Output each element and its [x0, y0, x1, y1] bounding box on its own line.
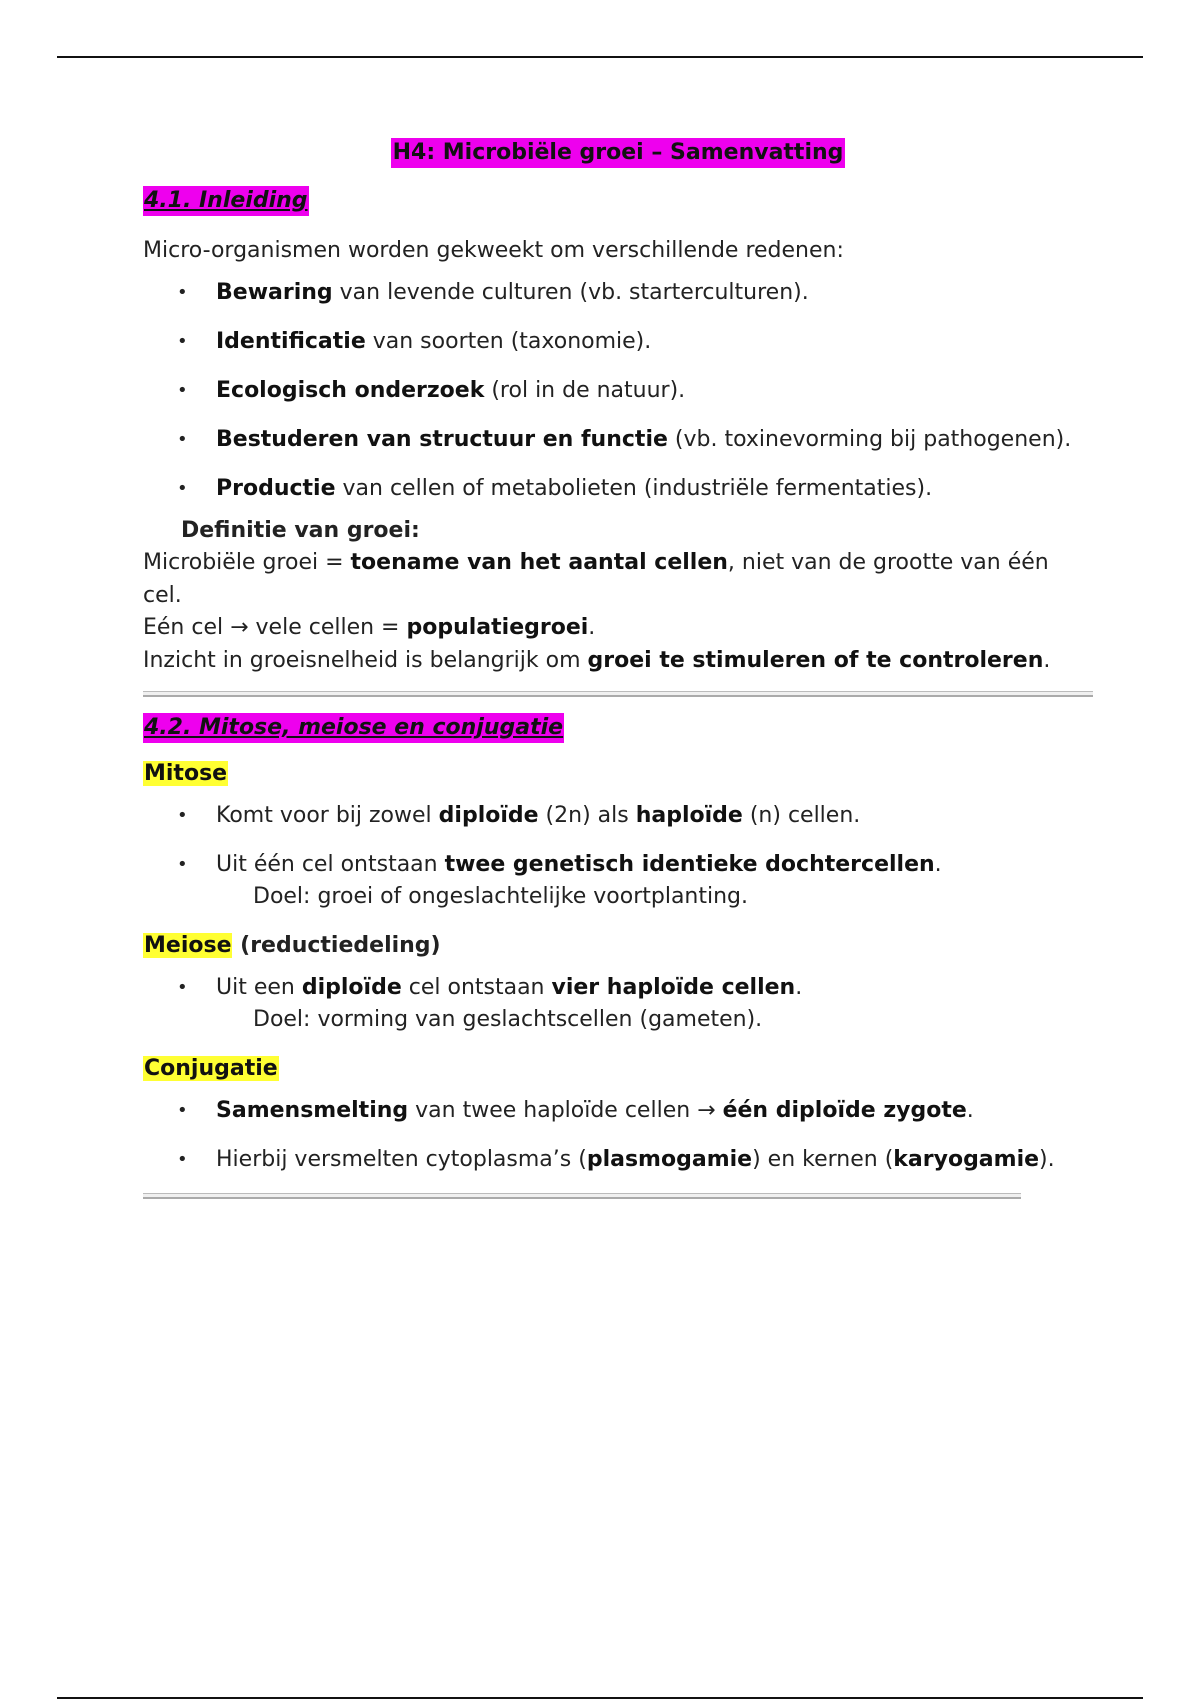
document-body	[143, 138, 1093, 1199]
list-item: • Uit één cel ontstaan twee genetisch identieke dochtercellen. Doel: groei of ongeslachtelijke voortplanting.	[143, 849, 1093, 913]
list-item	[143, 424, 1093, 456]
list-item	[143, 473, 1093, 505]
highlight-meiose: Meiose	[144, 933, 232, 958]
item-bold: Productie	[216, 476, 336, 501]
list-item: • Samensmelting van twee haploïde cellen → één diploïde zygote.	[143, 1095, 1093, 1127]
highlight-mitose: Mitose	[144, 761, 228, 786]
definition-line: Microbiële groei = toename van het aantal cellen, niet van de grootte van één cel.	[143, 550, 1049, 608]
title-row	[143, 138, 1093, 170]
item-bold: Identificatie	[216, 329, 366, 354]
list-item: • Komt voor bij zowel diploïde (2n) als haploïde (n) cellen.	[143, 800, 1093, 832]
conjugatie-list	[143, 1095, 1093, 1176]
definition-body	[143, 547, 1093, 677]
section-heading-text: 4.1. Inleiding	[143, 186, 309, 216]
page-top-rule	[57, 56, 1143, 58]
list-item	[143, 277, 1093, 309]
item-bold: Ecologisch onderzoek	[216, 378, 485, 403]
mitose-list	[143, 800, 1093, 913]
list-item: • Hierbij versmelten cytoplasma’s (plasmogamie) en kernen (karyogamie).	[143, 1144, 1093, 1176]
intro-text: Micro-organismen worden gekweekt om verschillende redenen:	[143, 238, 844, 263]
meiose-suffix: (reductiedeling)	[232, 933, 441, 958]
goal-text: Doel: groei of ongeslachtelijke voortplanting.	[253, 884, 749, 909]
highlight-conjugatie: Conjugatie	[144, 1056, 278, 1081]
goal-text: Doel: vorming van geslachtscellen (gameten).	[253, 1007, 763, 1032]
definition-title: Definitie van groei:	[181, 518, 420, 543]
section-heading-inleiding	[143, 186, 1093, 218]
document-title: H4: Microbiële groei – Samenvatting	[391, 138, 846, 168]
meiose-list	[143, 972, 1093, 1036]
section-heading-text: 4.2. Mitose, meiose en conjugatie	[143, 713, 564, 743]
subheading-conjugatie	[143, 1053, 1093, 1085]
horizontal-divider	[143, 1193, 1021, 1199]
item-text: van levende culturen (vb. starterculturen).	[332, 280, 809, 305]
item-bold: Bestuderen van structuur en functie	[216, 427, 668, 452]
reasons-list	[143, 277, 1093, 505]
section-heading-mitose-meiose	[143, 713, 1093, 745]
list-item	[143, 326, 1093, 358]
item-text: (vb. toxinevorming bij pathogenen).	[667, 427, 1072, 452]
definition-line: Inzicht in groeisnelheid is belangrijk om groei te stimuleren of te controleren.	[143, 647, 1051, 673]
item-text: (rol in de natuur).	[484, 378, 686, 403]
subheading-mitose	[143, 758, 1093, 790]
horizontal-divider	[143, 691, 1093, 697]
definition-line: Eén cel → vele cellen = populatiegroei.	[143, 615, 596, 640]
item-text: van soorten (taxonomie).	[365, 329, 652, 354]
item-bold: Bewaring	[216, 280, 333, 305]
list-item	[143, 375, 1093, 407]
subheading-meiose	[143, 930, 1093, 962]
item-text: van cellen of metabolieten (industriële fermentaties).	[335, 476, 933, 501]
list-item: • Uit een diploïde cel ontstaan vier haploïde cellen. Doel: vorming van geslachtscellen (gameten).	[143, 972, 1093, 1036]
page-bottom-rule	[57, 1697, 1143, 1699]
